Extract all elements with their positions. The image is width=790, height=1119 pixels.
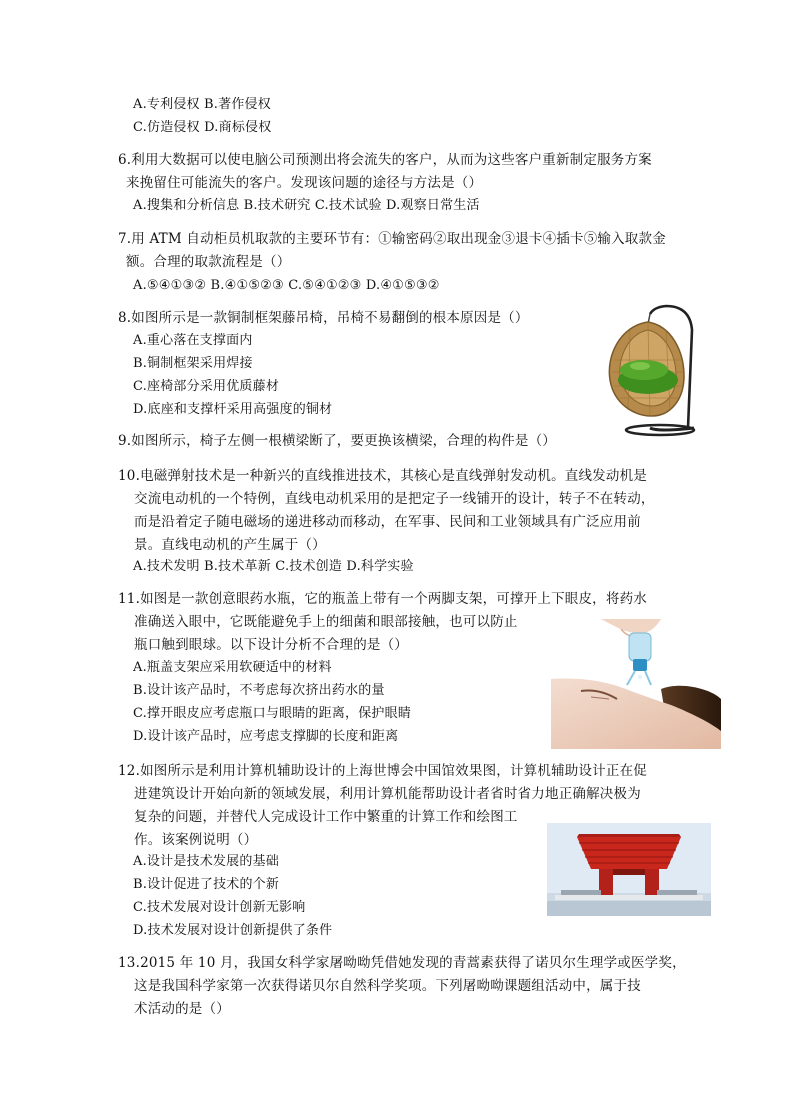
- q12-stem-line3: 复杂的问题，并替代人完成设计工作中繁重的计算工作和绘图工: [134, 809, 518, 825]
- q10-stem-line1: 10.电磁弹射技术是一种新兴的直线推进技术，其核心是直线弹射发动机。直线发动机是: [118, 468, 647, 484]
- q11-stem-line1: 11.如图是一款创意眼药水瓶，它的瓶盖上带有一个两脚支架，可撑开上下眼皮，将药水: [118, 591, 647, 607]
- china-pavilion-image: [547, 823, 711, 916]
- q12-stem-line4: 作。该案例说明（）: [134, 832, 258, 848]
- q13-stem-line2: 这是我国科学家第一次获得诺贝尔自然科学奖项。下列屠呦呦课题组活动中，属于技: [134, 978, 641, 994]
- q11-option-b: B.设计该产品时，不考虑每次挤出药水的量: [133, 683, 385, 698]
- q12-stem-line2: 进建筑设计开始向新的领域发展，利用计算机能帮助设计者省时省力地正确解决极为: [134, 786, 641, 802]
- q8-stem: 8.如图所示是一款铜制框架藤吊椅，吊椅不易翻倒的根本原因是（）: [118, 310, 529, 326]
- eye-drop-bottle-image: [551, 619, 721, 749]
- q8-option-c: C.座椅部分采用优质藤材: [133, 379, 280, 394]
- q12-option-a: A.设计是技术发展的基础: [133, 854, 279, 869]
- q11-stem-line3: 瓶口触到眼球。以下设计分析不合理的是（）: [134, 637, 408, 653]
- q10-stem-line3: 而是沿着定子随电磁场的递进移动而移动，在军事、民间和工业领域具有广泛应用前: [134, 514, 641, 530]
- q5-options-line2: C.仿造侵权 D.商标侵权: [133, 120, 272, 135]
- q8-option-d: D.底座和支撑杆采用高强度的铜材: [133, 402, 333, 417]
- hanging-chair-image: [600, 300, 712, 438]
- q7-stem-line2: 额。合理的取款流程是（）: [126, 254, 291, 270]
- q10-options: A.技术发明 B.技术革新 C.技术创造 D.科学实验: [133, 559, 414, 574]
- q7-options: A.⑤④①③② B.④①⑤②③ C.⑤④①②③ D.④①⑤③②: [133, 278, 440, 293]
- q5-options-line1: A.专利侵权 B.著作侵权: [133, 97, 271, 112]
- q6-stem-line2: 来挽留住可能流失的客户。发现该问题的途径与方法是（）: [126, 175, 483, 191]
- q12-option-c: C.技术发展对设计创新无影响: [133, 900, 306, 915]
- q12-option-d: D.技术发展对设计创新提供了条件: [133, 923, 333, 938]
- q9-stem: 9.如图所示，椅子左侧一根横梁断了，要更换该横梁，合理的构件是（）: [118, 433, 556, 449]
- q6-stem-line1: 6.利用大数据可以使电脑公司预测出将会流失的客户，从而为这些客户重新制定服务方案: [118, 152, 652, 168]
- q11-option-a: A.瓶盖支架应采用软硬适中的材料: [133, 660, 332, 675]
- q12-stem-line1: 12.如图所示是利用计算机辅助设计的上海世博会中国馆效果图，计算机辅助设计正在促: [118, 763, 647, 779]
- q6-options: A.搜集和分析信息 B.技术研究 C.技术试验 D.观察日常生活: [133, 198, 480, 213]
- q13-stem-line1: 13.2015 年 10 月，我国女科学家屠呦呦凭借她发现的青蒿素获得了诺贝尔生理学或医学奖，: [118, 955, 686, 971]
- q12-option-b: B.设计促进了技术的个新: [133, 877, 280, 892]
- q11-option-d: D.设计该产品时，应考虑支撑脚的长度和距离: [133, 729, 399, 744]
- q8-option-a: A.重心落在支撑面内: [133, 333, 253, 348]
- q8-option-b: B.铜制框架采用焊接: [133, 356, 253, 371]
- q11-option-c: C.撑开眼皮应考虑瓶口与眼睛的距离，保护眼睛: [133, 706, 412, 721]
- q13-stem-line3: 术活动的是（）: [134, 1001, 230, 1017]
- q11-stem-line2: 准确送入眼中，它既能避免手上的细菌和眼部接触，也可以防止: [134, 614, 518, 630]
- q10-stem-line2: 交流电动机的一个特例，直线电动机采用的是把定子一线铺开的设计，转子不在转动，: [134, 491, 655, 507]
- q7-stem-line1: 7.用 ATM 自动柜员机取款的主要环节有：①输密码②取出现金③退卡④插卡⑤输入取款金: [118, 231, 666, 247]
- q10-stem-line4: 景。直线电动机的产生属于（）: [134, 537, 326, 553]
